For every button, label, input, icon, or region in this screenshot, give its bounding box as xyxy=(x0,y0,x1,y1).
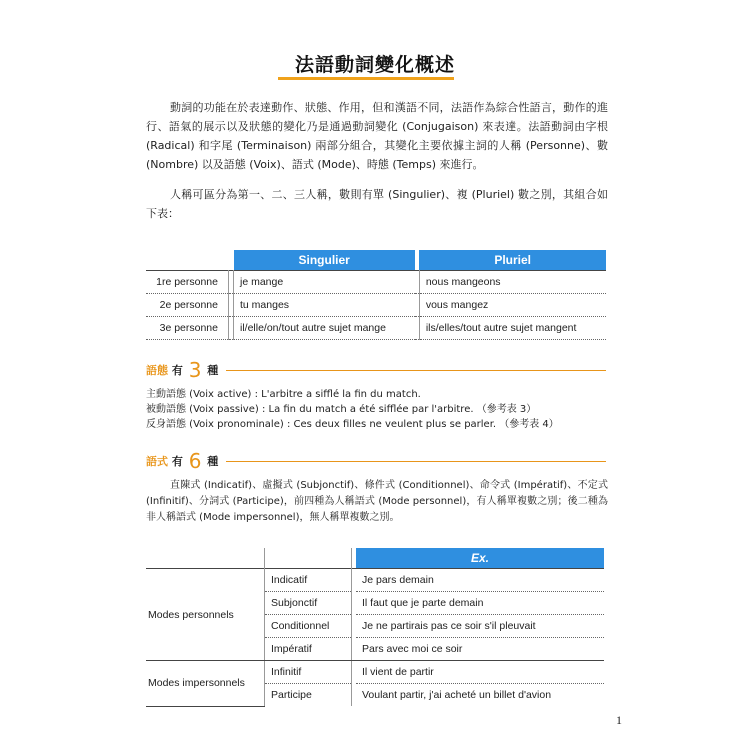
pluriel-cell: nous mangeons xyxy=(419,271,606,294)
group-modes-impersonnels: Modes impersonnels xyxy=(146,661,265,707)
table-row xyxy=(146,294,606,317)
mode-cell: Infinitif xyxy=(265,661,352,684)
person-cell: 1re personne xyxy=(146,271,229,294)
singulier-cell: je mange xyxy=(234,271,415,294)
header-pluriel: Pluriel xyxy=(419,250,606,271)
example-cell: Pars avec moi ce soir xyxy=(356,638,604,661)
voice-count: 3 xyxy=(188,358,202,382)
mode-cell: Participe xyxy=(265,684,352,707)
pluriel-cell: ils/elles/tout autre sujet mangent xyxy=(419,317,606,340)
mode-section-heading: 語式 有 6 種 xyxy=(146,449,219,473)
singulier-cell: il/elle/on/tout autre sujet mange xyxy=(234,317,415,340)
section-divider xyxy=(226,461,606,462)
mode-cell: Indicatif xyxy=(265,569,352,592)
table-row xyxy=(146,271,606,294)
list-item: 被動語態 (Voix passive) : La fin du match a été sifflée par l'arbitre. （參考表 3） xyxy=(146,404,537,415)
voice-label: 語態 xyxy=(146,364,168,377)
group-modes-personnels: Modes personnels xyxy=(146,569,265,661)
mode-cell: Conditionnel xyxy=(265,615,352,638)
mode-paragraph: 直陳式 (Indicatif)、虛擬式 (Subjonctif)、條件式 (Conditionnel)、命令式 (Impératif)、不定式 (Infinitif)、分詞式 (Participe)，前四種為人稱語式 (Mode personnel)，有人稱單複數之別；後二種為非人稱語式 (Mode impersonnel)，無人稱單複數之別。 xyxy=(146,480,608,523)
list-item: 主動語態 (Voix active) : L'arbitre a sifflé la fin du match. xyxy=(146,389,421,400)
table-row xyxy=(146,661,604,684)
example-cell: Voulant partir, j'ai acheté un billet d'avion xyxy=(362,689,552,701)
table-row xyxy=(146,569,604,592)
person-paragraph: 人稱可區分為第一、二、三人稱，數則有單 (Singulier)、複 (Pluriel) 數之別，其組合如下表： xyxy=(146,188,608,220)
intro-paragraph: 動詞的功能在於表達動作、狀態、作用，但和漢語不同，法語作為綜合性語言，動作的進行、語氣的展示以及狀態的變化乃是通過動詞變化 (Conjugaison) 來表達。法語動詞由字根 (Radical) 和字尾 (Terminaison) 兩部分組合，其變化主要依據主詞的人稱 (Personne)、數 (Nombre) 以及語態 (Voix)、語式 (Mode)、時態 (Temps) 來進行。 xyxy=(146,101,608,171)
section-divider xyxy=(226,370,606,371)
page-number: 1 xyxy=(616,713,622,727)
mode-label: 語式 xyxy=(146,455,168,468)
table-row xyxy=(146,317,606,340)
mode-cell: Subjonctif xyxy=(265,592,352,615)
mode-cell: Impératif xyxy=(265,638,352,661)
person-cell: 3e personne xyxy=(146,317,229,340)
title-underline xyxy=(278,77,454,80)
example-cell: Il faut que je parte demain xyxy=(356,592,604,615)
page-title: 法語動詞變化概述 xyxy=(294,54,455,76)
example-cell: Il vient de partir xyxy=(356,661,604,684)
header-singulier: Singulier xyxy=(234,250,415,271)
header-ex: Ex. xyxy=(356,548,604,569)
mode-count: 6 xyxy=(188,449,202,473)
example-cell: Je ne partirais pas ce soir s'il pleuvait xyxy=(356,615,604,638)
voice-list xyxy=(146,387,559,432)
person-table xyxy=(146,250,606,340)
pluriel-cell: vous mangez xyxy=(419,294,606,317)
person-cell: 2e personne xyxy=(146,294,229,317)
singulier-cell: tu manges xyxy=(234,294,415,317)
mode-table xyxy=(146,548,604,707)
list-item: 反身語態 (Voix pronominale) : Ces deux filles ne veulent plus se parler. （參考表 4） xyxy=(146,419,559,430)
example-cell: Je pars demain xyxy=(356,569,604,592)
voice-section-heading: 語態 有 3 種 xyxy=(146,358,219,382)
